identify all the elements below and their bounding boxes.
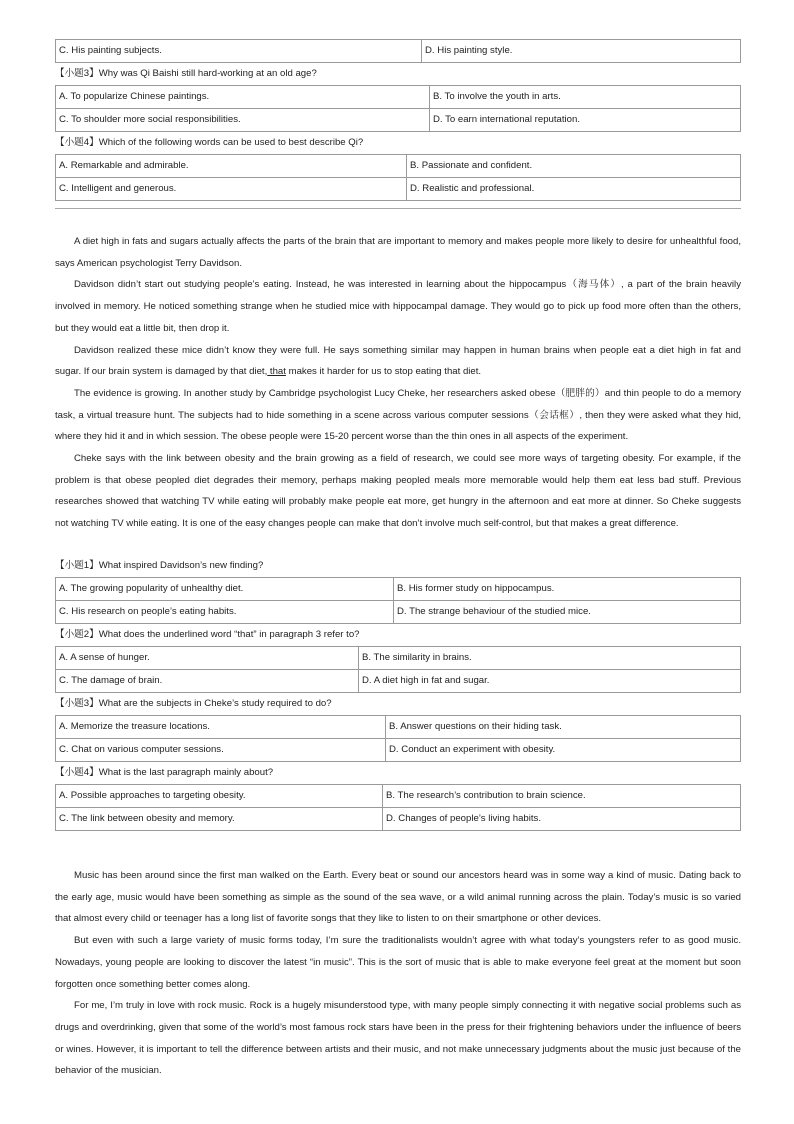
text: Davidson realized these mice didn’t know they were full. He says something similar may happen in human brains when people eat a diet high in fat and sugar. If our brain system is damaged by that diet, — [55, 344, 741, 378]
option-c[interactable]: C. Chat on various computer sessions. — [56, 739, 386, 762]
option-a[interactable]: A. To popularize Chinese paintings. — [56, 86, 430, 109]
question-stem: 【小题3】Why was Qi Baishi still hard-working at an old age? — [55, 68, 317, 79]
option-b[interactable]: B. His former study on hippocampus. — [394, 578, 741, 601]
question-stem: 【小题4】Which of the following words can be used to best describe Qi? — [55, 137, 364, 148]
q4-options-table — [55, 154, 741, 201]
underlined-word: that — [267, 366, 286, 378]
paragraph: Music has been around since the first man walked on the Earth. Every beat or sound our ancestors heard was in some way a kind of music. Dating back to the early age, music would have been something as simple as the sound of the sea wave, or a wild animal running across the plain. Today’s music is so varied that almost every child or teenager has a long list of favorite songs that they like to listen to on their smartphone or other devices. — [55, 870, 741, 925]
option-c[interactable]: C. The link between obesity and memory. — [56, 808, 383, 831]
option-a[interactable]: A. Possible approaches to targeting obesity. — [56, 785, 383, 808]
option-a[interactable]: A. A sense of hunger. — [56, 647, 359, 670]
option-b[interactable]: B. The research’s contribution to brain science. — [383, 785, 741, 808]
q1-options-table — [55, 577, 741, 624]
option-c[interactable]: C. The damage of brain. — [56, 670, 359, 693]
paragraph: For me, I’m truly in love with rock music. Rock is a hugely misunderstood type, with many people simply connecting it with negative social problems such as drugs and overdrinking, given that some of the world’s most famous rock stars have been in the press for their frightening behaviors under the influence of beers or wines. However, it is important to tell the difference between artists and their music, and not make unnecessary judgments about the music just because of the behavior of the musician. — [55, 1000, 741, 1077]
text: makes it harder for us to stop eating that diet. — [285, 366, 482, 378]
option-d[interactable]: D. His painting style. — [422, 40, 741, 63]
option-a[interactable]: A. Memorize the treasure locations. — [56, 716, 386, 739]
option-c[interactable]: C. His painting subjects. — [56, 40, 422, 63]
passage-music — [55, 865, 741, 1082]
option-a[interactable]: A. The growing popularity of unhealthy diet. — [56, 578, 394, 601]
q2-options-table — [55, 39, 741, 63]
paragraph: But even with such a large variety of music forms today, I’m sure the traditionalists wouldn’t agree with what today’s youngsters refer to as good music. Nowadays, young people are looking to discover the latest “in music”. This is the sort of music that is able to make everyone feel great at the moment but soon forgotten once something better comes along. — [55, 935, 741, 990]
q3-options-table — [55, 85, 741, 132]
section-divider — [55, 208, 741, 209]
option-b[interactable]: B. Answer questions on their hiding task. — [386, 716, 741, 739]
option-d[interactable]: D. To earn international reputation. — [430, 109, 741, 132]
option-b[interactable]: B. To involve the youth in arts. — [430, 86, 741, 109]
paragraph: The evidence is growing. In another study by Cambridge psychologist Lucy Cheke, her researchers asked obese（肥胖的）and thin people to do a memory task, a virtual treasure hunt. The subjects had to hide something in a scene across various computer sessions（会话框）, then they were asked what they hid, where they hid it and in which session. The obese people were 15-20 percent worse than the thin ones in all aspects of the experiment. — [55, 387, 741, 443]
passage-diet-brain — [55, 231, 741, 535]
option-c[interactable]: C. Intelligent and generous. — [56, 178, 407, 201]
option-c[interactable]: C. His research on people’s eating habits. — [56, 601, 394, 624]
option-d[interactable]: D. A diet high in fat and sugar. — [359, 670, 741, 693]
question-stem: 【小题2】What does the underlined word “that” in paragraph 3 refer to? — [55, 629, 360, 640]
option-d[interactable]: D. Realistic and professional. — [407, 178, 741, 201]
question-stem: 【小题4】What is the last paragraph mainly about? — [55, 767, 274, 778]
option-a[interactable]: A. Remarkable and admirable. — [56, 155, 407, 178]
q3-options-table — [55, 715, 741, 762]
option-d[interactable]: D. Changes of people’s living habits. — [383, 808, 741, 831]
paragraph: Cheke says with the link between obesity and the brain growing as a field of research, we could see more ways of targeting obesity. For example, if the problem is that obese peopled diet degrades their memory, perhaps making peopled meals more memorable would help them eat less bad stuff. Previous researches showed that watching TV while eating will probably make people eat more, get hungry in the afternoon and eat more at dinner. So Cheke suggests not watching TV while eating. It is one of the easy changes people can make that don’t involve much self-control, but that makes a great difference. — [55, 453, 741, 530]
option-d[interactable]: D. Conduct an experiment with obesity. — [386, 739, 741, 762]
paragraph: A diet high in fats and sugars actually affects the parts of the brain that are important to memory and makes people more likely to desire for unhealthful food, says American psychologist Terry Davidson. — [55, 236, 741, 269]
q2-options-table — [55, 646, 741, 693]
q4-options-table — [55, 784, 741, 831]
paragraph — [55, 340, 741, 383]
option-b[interactable]: B. Passionate and confident. — [407, 155, 741, 178]
option-d[interactable]: D. The strange behaviour of the studied mice. — [394, 601, 741, 624]
question-stem: 【小题3】What are the subjects in Cheke’s study required to do? — [55, 698, 332, 709]
option-b[interactable]: B. The similarity in brains. — [359, 647, 741, 670]
option-c[interactable]: C. To shoulder more social responsibilities. — [56, 109, 430, 132]
question-stem: 【小题1】What inspired Davidson’s new finding? — [55, 560, 264, 571]
paragraph: Davidson didn’t start out studying people’s eating. Instead, he was interested in learning about the hippocampus（海马体）, a part of the brain heavily involved in memory. He noticed something strange when he studied mice with hippocampal damage. They would go to pick up food more often than the others, but they would eat a little bit, then drop it. — [55, 279, 741, 334]
